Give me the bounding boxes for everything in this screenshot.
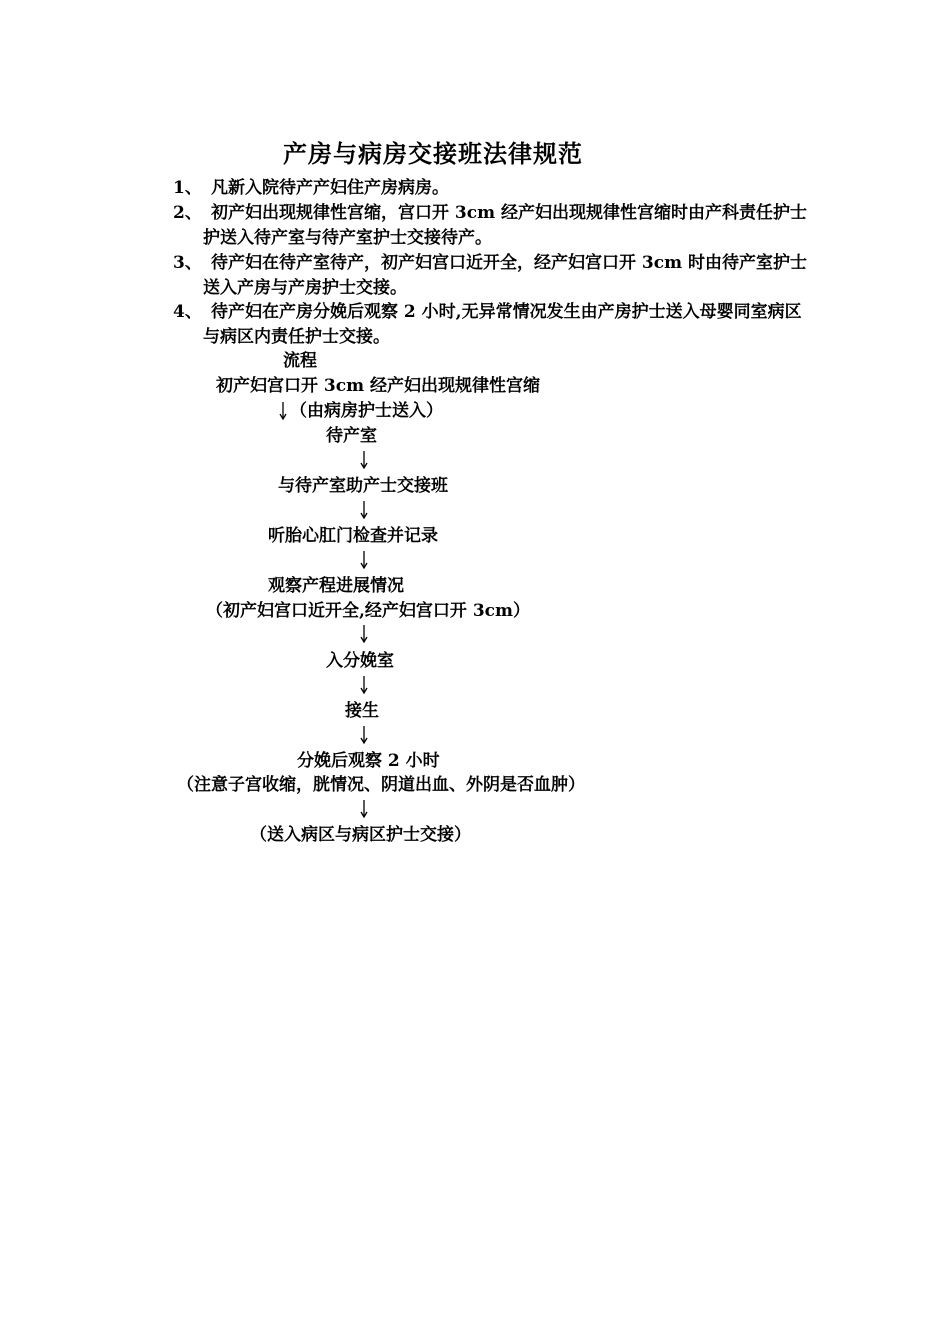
flow-step-end: （送入病区与病区护士交接） (250, 825, 471, 845)
flow-note-send: （由病房护士送入） (290, 401, 443, 421)
rule-number: 4、 (173, 302, 202, 322)
rule-text: 待产妇在产房分娩后观察 2 小时,无异常情况发生由产房护士送入母婴同室病区与病区内责任护士交接。 (203, 302, 802, 347)
down-arrow-icon (359, 550, 369, 570)
down-arrow-icon (359, 500, 369, 520)
down-arrow-icon (359, 799, 369, 819)
flow-step-start: 初产妇宫口开 3cm 经产妇出现规律性宫缩 (216, 376, 541, 396)
rule-number: 3、 (173, 253, 202, 273)
flow-heading: 流程 (283, 351, 317, 371)
down-arrow-icon (278, 401, 288, 421)
flow-step-delivery-room: 入分娩室 (326, 651, 394, 671)
rule-number: 1、 (173, 178, 202, 198)
down-arrow-icon (359, 725, 369, 745)
rule-item-3 (173, 251, 813, 301)
rule-number: 2、 (173, 203, 202, 223)
rule-text: 凡新入院待产产妇住产房病房。 (211, 178, 449, 198)
down-arrow-icon (359, 624, 369, 644)
flow-step-fetal: 听胎心肛门检查并记录 (268, 526, 438, 546)
rule-text: 待产妇在待产室待产，初产妇宫口近开全，经产妇宫口开 3cm 时由待产室护士送入产房与产房护士交接。 (203, 253, 808, 298)
rule-text: 初产妇出现规律性宫缩，宫口开 3cm 经产妇出现规律性宫缩时由产科责任护士护送入待产室与待产室护士交接待产。 (203, 203, 808, 248)
down-arrow-icon (359, 450, 369, 470)
rule-item-1 (173, 176, 813, 201)
flow-note-observe: （初产妇宫口近开全,经产妇宫口开 3cm） (206, 601, 531, 621)
rule-item-2 (173, 201, 813, 251)
down-arrow-icon (359, 675, 369, 695)
flow-step-handover: 与待产室助产士交接班 (278, 476, 448, 496)
flow-step-post: 分娩后观察 2 小时 (297, 751, 440, 771)
flow-note-post: （注意子宫收缩，胱情况、阴道出血、外阴是否血肿） (177, 775, 585, 795)
rule-item-4 (173, 300, 813, 350)
flow-step-delivery: 接生 (345, 701, 379, 721)
flow-step-wait-room: 待产室 (326, 426, 377, 446)
flow-step-observe: 观察产程进展情况 (268, 576, 404, 596)
document-title: 产房与病房交接班法律规范 (283, 139, 583, 168)
